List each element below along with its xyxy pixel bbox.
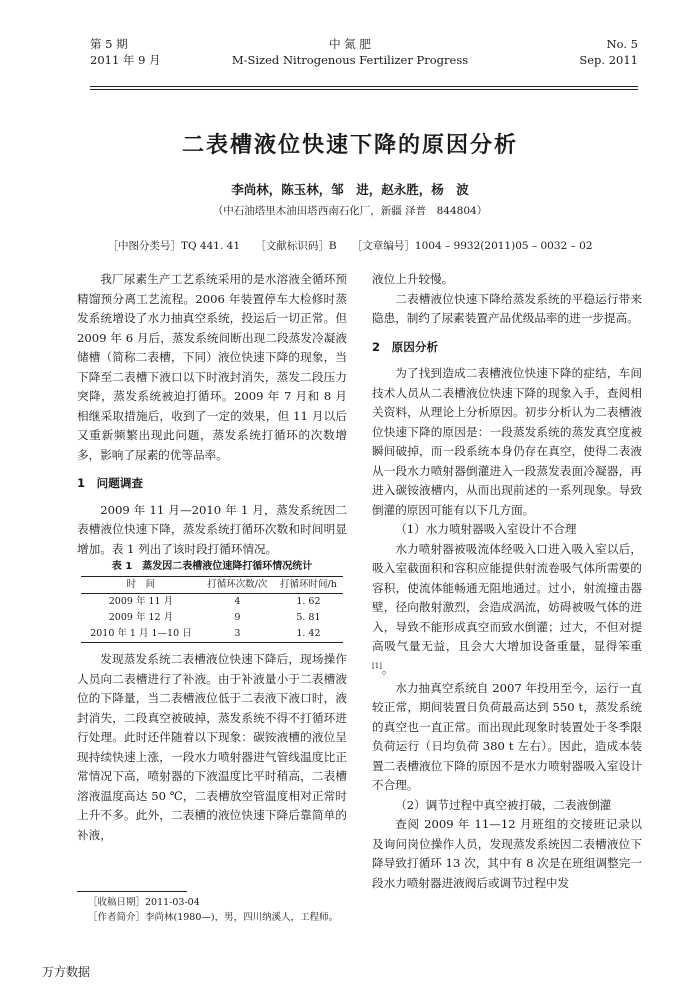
table-row [81, 594, 343, 611]
table-cell: 4 [234, 596, 241, 607]
section-heading-1: 1 问题调查 [77, 476, 144, 490]
cause-1-heading: （1）水力喷射器吸入室设计不合理 [395, 522, 577, 536]
table-cell: 5. 81 [296, 612, 321, 623]
document-code: ［文献标识码］B [255, 240, 337, 252]
table-header-cell: 打循环时间/h [274, 577, 343, 594]
author-bio: ［作者简介］李尚林(1980—)，男，四川纳溪人，工程师。 [88, 912, 339, 923]
table-row [81, 626, 343, 643]
cause-1-text: 水力喷射器被吸流体经吸入口进入吸入室以后，吸入室截面积和容积应能提供射流卷吸气体所需要的容积，使流体能畅通无阻地通过。过小，射流撞击器壁，径向散射激烈，会造成涡流，妨碍被吸气体的进入，导致不能形成真空而致水倒灌；过大，不但对提高吸气量无益，且会大大增加设备重量，显得笨重 [372, 541, 642, 653]
table-caption: 表 1 蒸发因二表槽液位速降打循环情况统计 [111, 561, 313, 572]
cause-2-explanation: 查阅 2009 年 11—12 月班组的交接班记录以及询问岗位操作人员，发现蒸发系统因二表槽液位下降导致打循环 13 次，其中有 8 次是在班组调整完一段水力喷射器进液阀后或调节过程中发 [372, 817, 642, 890]
table-cell: 3 [201, 626, 274, 643]
issue-date-en: Sep. 2011 [579, 53, 638, 67]
journal-name-en: M-Sized Nitrogenous Fertilizer Progress [231, 53, 469, 67]
article-metadata [0, 238, 700, 253]
reference-marker[interactable]: [1] [372, 661, 382, 670]
right-column [372, 270, 642, 893]
article-number: ［文章编号］1004 – 9932(2011)05 – 0032 – 02 [351, 240, 593, 252]
cause-2-heading: （2）调节过程中真空被打破，二表液倒灌 [395, 797, 612, 812]
table-cell: 9 [234, 612, 241, 623]
left-column [77, 270, 347, 845]
intro-paragraph: 我厂尿素生产工艺系统采用的是水溶液全循环预精馏预分离工艺流程。2006 年装置停车大检修时蒸发系统增设了水力抽真空系统，投运后一切正常。但 2009 年 6 月后，蒸发系统间断出现二段蒸发冷凝液储槽（简称二表槽，下同）液位快速下降的现象，当下降至二表槽下液口以下时液封消失，蒸发二段压力突降，蒸发系统被迫打循环。2009 年 7 月和 8 月相继采取措施后，收到了一定的效果，但 11 月以后又重新频繁出现此问题，蒸发系统打循环的次数增多，影响了尿素的优等品率。 [77, 272, 347, 462]
table-cell: 2009 年 12 月 [108, 612, 174, 623]
classification-number: ［中图分类号］TQ 441. 41 [107, 240, 241, 252]
table-header-row [81, 577, 343, 594]
issue-date: 2011 年 9 月 [90, 53, 161, 67]
header-rule-thick [90, 86, 638, 87]
issue-number-en: No. 5 [606, 37, 638, 51]
table-cell: 1. 62 [296, 596, 321, 607]
observation-paragraph: 发现蒸发系统二表槽液位快速下降后，现场操作人员向二表槽进行了补液。由于补液量小于二表槽液位的下降量，当二表槽液位低于二表液下液口时，液封消失，二段真空被破掉，蒸发系统不得不打循环进行处理。此时还伴随着以下现象：碳铵液槽的液位呈现持续快速上涨，一段水力喷射器进气管线温度比正常情况下高，喷射器的下液温度比平时稍高，二表槽溶液温度高达 50 ℃，二表槽放空管温度相对正常时上升不多。此外，二表槽的液位快速下降后靠简单的补液， [77, 652, 347, 842]
header-rule-thin [90, 89, 638, 90]
table-cell: 1. 42 [274, 626, 343, 643]
footnote-rule [77, 891, 187, 892]
author-affiliation: （中石油塔里木油田塔西南石化厂，新疆 泽普 844804） [212, 205, 488, 217]
cause-1-explanation [372, 540, 642, 679]
cause-1-end: 。 [381, 661, 394, 676]
continued-paragraph: 液位上升较慢。 [372, 272, 454, 286]
table-cell: 2009 年 11 月 [108, 596, 174, 607]
investigation-paragraph: 2009 年 11 月—2010 年 1 月，蒸发系统因二表槽液位快速下降，蒸发系统打循环次数和时间明显增加。表 1 列出了该时段打循环情况。 [77, 502, 347, 556]
received-date: ［收稿日期］2011-03-04 [88, 897, 200, 908]
table-header-cell: 时 间 [81, 577, 201, 594]
issue-number: 第 5 期 [90, 37, 128, 51]
wanfang-watermark: 万方数据 [42, 965, 91, 979]
article-authors: 李尚林，陈玉林，邹 进，赵永胜，杨 波 [231, 182, 469, 197]
impact-paragraph: 二表槽液位快速下降给蒸发系统的平稳运行带来隐患，制约了尿素装置产品优级品率的进一步提高。 [372, 291, 642, 325]
journal-name-cn: 中 氮 肥 [329, 37, 371, 51]
article-title: 二表槽液位快速下降的原因分析 [181, 133, 518, 158]
table-row [81, 610, 343, 626]
cause-1-conclusion: 水力抽真空系统自 2007 年投用至今，运行一直较正常，期间装置日负荷最高达到 550 t，蒸发系统的真空也一直正常。而出现此现象时装置处于冬季限负荷运行（日均负荷 380 t 左右）。因此，造成本装置二表槽液位下降的原因不是水力喷射器吸入室设计不合理。 [372, 680, 642, 793]
table-header-cell: 打循环次数/次 [201, 577, 274, 594]
circulation-stats-table [81, 576, 343, 643]
section-heading-2: 2 原因分析 [372, 339, 439, 354]
table-cell: 2010 年 1 月 1—10 日 [81, 626, 201, 643]
running-header-right [579, 36, 638, 68]
analysis-paragraph: 为了找到造成二表槽液位快速下降的症结，车间技术人员从二表槽液位快速下降的现象入手，查阅相关资料，从理论上分析原因。初步分析认为二表槽液位快速下降的原因是：一段蒸发系统的蒸发真空度被瞬间破掉，而一段系统本身仍存在真空，使得二表液从一段水力喷射器倒灌进入一段蒸发表面冷凝器，再进入碳铵液槽内，从而出现前述的一系列现象。导致倒灌的原因可能有以下几方面。 [372, 366, 642, 517]
